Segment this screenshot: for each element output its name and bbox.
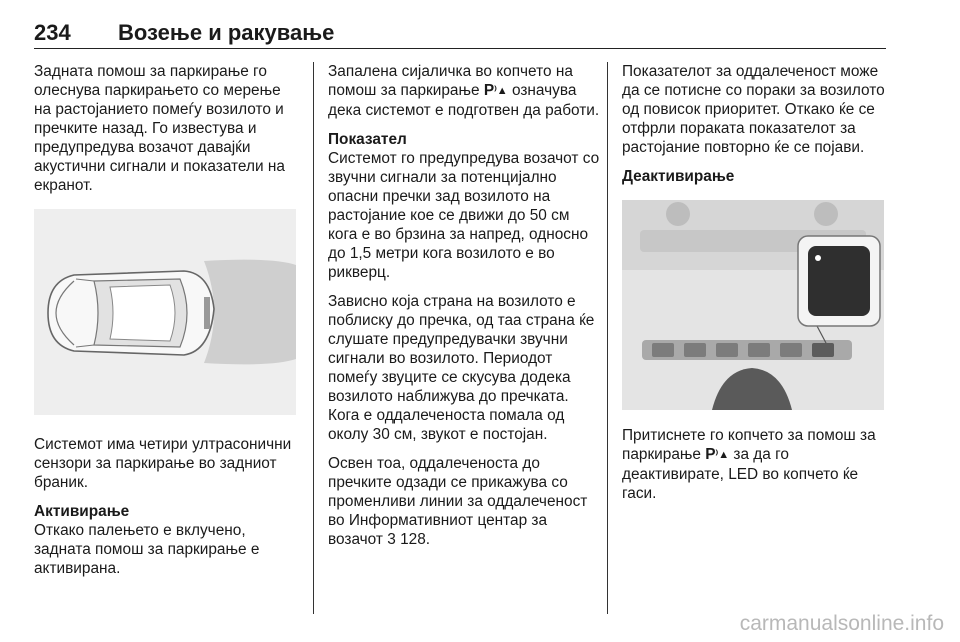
page-number: 234 [34, 20, 71, 45]
footer-watermark: carmanualsonline.info [739, 612, 944, 635]
activation-heading: Активирање [34, 503, 130, 520]
activation-paragraph: Откако палењето е вклучено, задната помош за паркирање е активирана. [34, 522, 260, 577]
sensors-paragraph: Системот има четири ултрасонични сензори за паркирање во задниот браник. [34, 436, 292, 491]
indicator-heading: Показател [328, 131, 407, 148]
column-1 [34, 62, 302, 588]
intro-paragraph: Задната помош за паркирање го олеснува паркирањето со мерење на растојанието помеѓу возилото и пречките назад. Го известува и предупредува возачот давајќи акустични сигнали и показатели на екранот. [34, 63, 285, 194]
column-2 [328, 62, 600, 559]
suppression-paragraph: Показателот за оддалеченост може да се потисне со пораки за возилото од повисок приоритет. Откако ќе се отфрли пораката показателот за растојание повторно ќе се појави. [622, 63, 885, 156]
column-divider-1 [313, 62, 314, 614]
side-signal-paragraph: Зависно која страна на возилото е поблиску до пречка, од таа страна ќе слушате предупредувачки звучни сигнали во возилото. Периодот помеѓу звуците се скусува додека возилото наближува до пречката. Кога е оддалеченоста помала од околу 30 см, звукот е постојан. [328, 293, 595, 443]
console-button-illustration [622, 200, 884, 410]
page-header [34, 14, 886, 49]
column-3 [622, 62, 888, 513]
page-reference[interactable]: 3 128. [387, 531, 431, 548]
parking-assist-icon: P⁾▲ [705, 446, 730, 463]
status-led-paragraph: Запалена сијаличка во копчето на помош за паркирање P⁾▲ означува дека системот е подготвен да работи. [328, 63, 600, 119]
column-divider-2 [607, 62, 608, 614]
warning-paragraph: Системот го предупредува возачот со звучни сигнали за потенцијално опасни пречки зад возилото на растојание кое се движи до 50 см кога е во брзина за напред, односно до 1,5 метри кога возилото е во рикверц. [328, 150, 600, 281]
deactivation-heading: Деактивирање [622, 168, 735, 185]
car-top-view-image [34, 209, 296, 415]
parking-assist-illustration [34, 209, 296, 415]
chapter-title: Возење и ракување [118, 20, 335, 45]
distance-lines-paragraph: Освен тоа, оддалеченоста до пречките одзади се прикажува со променливи линии за оддалеченост во Информативниот центар за возачот 3 128. [328, 455, 588, 548]
deactivation-paragraph: Притиснете го копчето за помош за паркирање P⁾▲ за да го деактивирате, LED во копчето ќе гаси. [622, 427, 876, 502]
center-console-image [622, 200, 884, 410]
parking-assist-icon: P⁾▲ [483, 82, 508, 99]
